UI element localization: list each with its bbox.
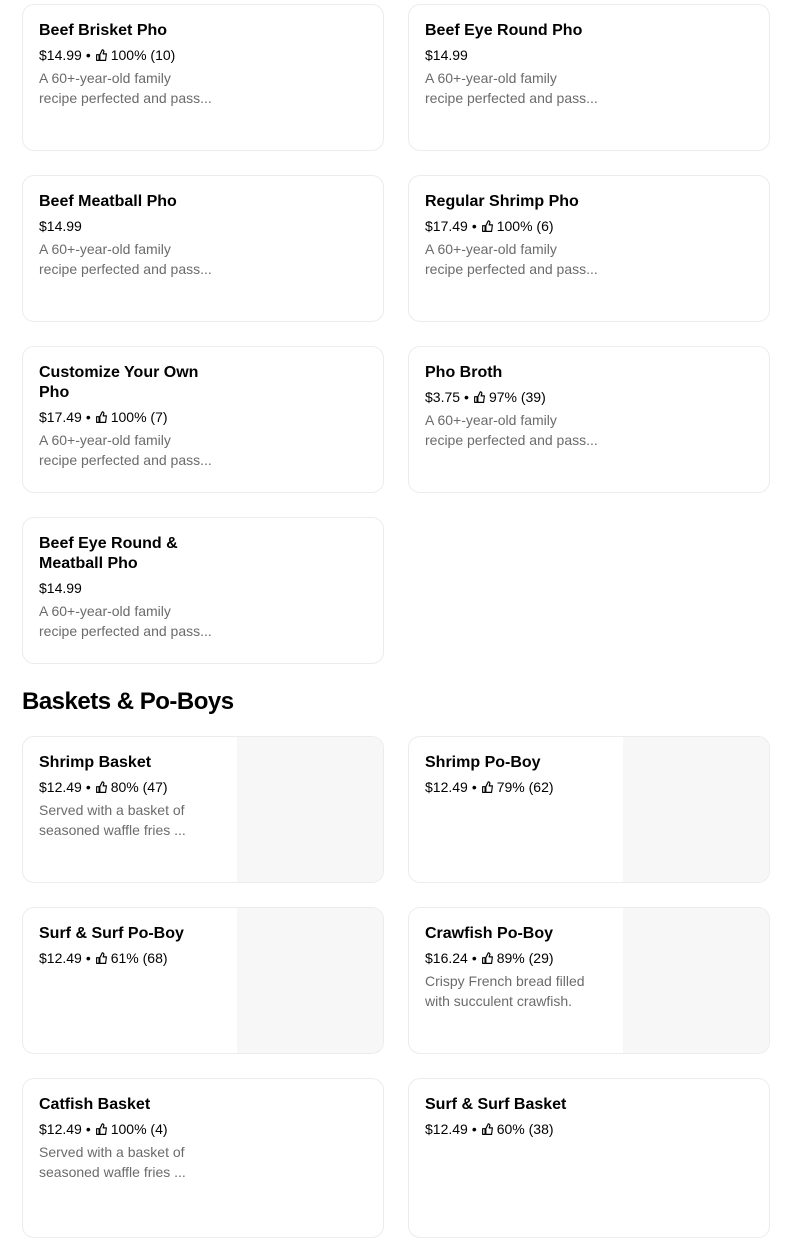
menu-item-card[interactable]: [22, 517, 384, 664]
thumbs-up-icon: [95, 952, 108, 965]
item-name: Shrimp Po-Boy: [425, 754, 541, 771]
menu-item-card[interactable]: [22, 4, 384, 151]
item-rating: 89% (29): [496, 950, 554, 966]
item-image-placeholder: [237, 737, 383, 882]
item-rating: 100% (7): [110, 409, 168, 425]
item-name: Catfish Basket: [39, 1096, 151, 1113]
menu-item-card[interactable]: [408, 175, 770, 322]
item-name: Customize Your Own Pho: [39, 364, 199, 401]
section-title: Baskets & Po-Boys: [22, 688, 234, 715]
item-rating: 100% (10): [110, 47, 176, 63]
menu-item-card[interactable]: [22, 736, 384, 883]
item-rating: 100% (4): [110, 1121, 168, 1137]
menu-item-card[interactable]: [408, 346, 770, 493]
item-image-placeholder: [623, 908, 769, 1053]
item-name: Beef Meatball Pho: [39, 193, 177, 210]
item-price: $14.99: [39, 580, 82, 596]
separator: •: [471, 950, 477, 966]
thumbs-up-icon: [481, 781, 494, 794]
item-desc-line1: A 60+-year-old family: [39, 432, 171, 448]
separator: •: [471, 218, 477, 234]
item-desc-line2: recipe perfected and pass...: [39, 261, 212, 277]
thumbs-up-icon: [481, 952, 494, 965]
separator: •: [471, 1121, 477, 1137]
item-price: $17.49: [425, 218, 468, 234]
thumbs-up-icon: [95, 781, 108, 794]
item-desc-line2: recipe perfected and pass...: [39, 90, 212, 106]
item-desc-line2: recipe perfected and pass...: [425, 432, 598, 448]
item-desc-line2: seasoned waffle fries ...: [39, 822, 186, 838]
item-rating: 80% (47): [110, 779, 168, 795]
item-desc-line1: A 60+-year-old family: [39, 241, 171, 257]
menu-item-card[interactable]: [22, 346, 384, 493]
separator: •: [85, 950, 91, 966]
item-price: $12.49: [39, 779, 82, 795]
item-price: $12.49: [39, 1121, 82, 1137]
item-image-placeholder: [623, 737, 769, 882]
item-desc-line2: recipe perfected and pass...: [425, 90, 598, 106]
item-rating: 79% (62): [496, 779, 554, 795]
item-desc-line2: seasoned waffle fries ...: [39, 1164, 186, 1180]
item-name: Beef Brisket Pho: [39, 22, 168, 39]
item-price: $14.99: [425, 47, 468, 63]
item-desc-line2: recipe perfected and pass...: [425, 261, 598, 277]
item-price: $16.24: [425, 950, 468, 966]
menu-item-card[interactable]: [408, 4, 770, 151]
item-desc-line1: A 60+-year-old family: [39, 70, 171, 86]
item-name: Shrimp Basket: [39, 754, 152, 771]
item-desc-line1: A 60+-year-old family: [39, 603, 171, 619]
item-desc-line1: Served with a basket of: [39, 802, 185, 818]
menu-item-card[interactable]: [408, 736, 770, 883]
item-rating: 61% (68): [110, 950, 168, 966]
item-rating: 60% (38): [496, 1121, 554, 1137]
item-desc-line1: Crispy French bread filled: [425, 973, 585, 989]
menu-item-card[interactable]: [408, 1078, 770, 1238]
item-price: $3.75: [425, 389, 461, 405]
separator: •: [471, 779, 477, 795]
item-desc-line1: A 60+-year-old family: [425, 70, 557, 86]
item-rating: 97% (39): [488, 389, 546, 405]
item-desc-line2: recipe perfected and pass...: [39, 623, 212, 639]
menu-item-card[interactable]: [22, 1078, 384, 1238]
item-price: $17.49: [39, 409, 82, 425]
separator: •: [85, 1121, 91, 1137]
thumbs-up-icon: [481, 1123, 494, 1136]
item-name: Regular Shrimp Pho: [425, 193, 579, 210]
thumbs-up-icon: [95, 49, 108, 62]
item-price: $12.49: [425, 779, 468, 795]
item-desc-line1: A 60+-year-old family: [425, 412, 557, 428]
item-image-placeholder: [237, 908, 383, 1053]
item-price: $14.99: [39, 47, 82, 63]
item-name: Surf & Surf Po-Boy: [39, 925, 184, 942]
item-price: $12.49: [39, 950, 82, 966]
separator: •: [85, 779, 91, 795]
separator: •: [85, 47, 91, 63]
menu-item-card[interactable]: [22, 907, 384, 1054]
separator: •: [85, 409, 91, 425]
item-name: Beef Eye Round & Meatball Pho: [39, 535, 178, 572]
thumbs-up-icon: [95, 411, 108, 424]
thumbs-up-icon: [481, 220, 494, 233]
item-desc-line1: A 60+-year-old family: [425, 241, 557, 257]
item-price: $14.99: [39, 218, 82, 234]
item-desc-line2: recipe perfected and pass...: [39, 452, 212, 468]
menu-item-card[interactable]: [408, 907, 770, 1054]
item-price: $12.49: [425, 1121, 468, 1137]
item-desc-line1: Served with a basket of: [39, 1144, 185, 1160]
item-name: Pho Broth: [425, 364, 503, 381]
item-name: Surf & Surf Basket: [425, 1096, 567, 1113]
item-name: Beef Eye Round Pho: [425, 22, 583, 39]
item-desc-line2: with succulent crawfish.: [425, 993, 573, 1009]
item-rating: 100% (6): [496, 218, 554, 234]
item-name: Crawfish Po-Boy: [425, 925, 554, 942]
thumbs-up-icon: [473, 391, 486, 404]
menu-item-card[interactable]: [22, 175, 384, 322]
separator: •: [464, 389, 469, 405]
thumbs-up-icon: [95, 1123, 108, 1136]
